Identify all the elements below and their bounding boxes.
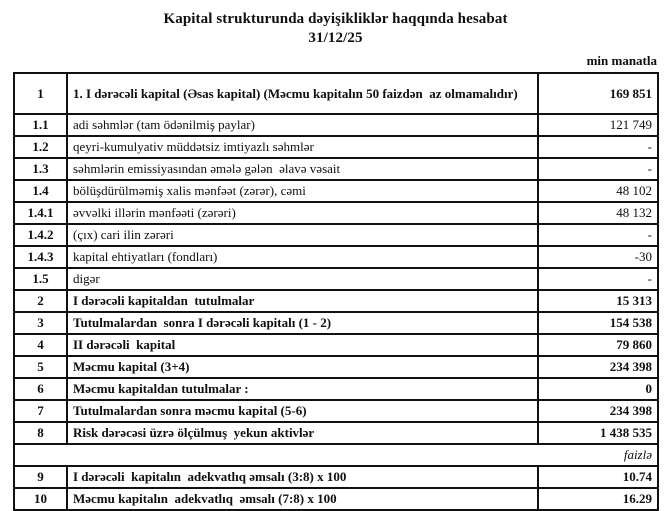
row-number-cell: 1.5 bbox=[14, 268, 67, 290]
row-number-cell: 1.4.1 bbox=[14, 202, 67, 224]
row-number-cell: 4 bbox=[14, 334, 67, 356]
row-number-cell: 1.3 bbox=[14, 158, 67, 180]
table-row bbox=[14, 488, 658, 510]
row-description-cell: Məcmu kapital (3+4) bbox=[67, 356, 538, 378]
report-title: Kapital strukturunda dəyişikliklər haqqında hesabat bbox=[163, 11, 508, 27]
row-description-cell: II dərəcəli kapital bbox=[67, 334, 538, 356]
row-value-cell: 1 438 535 bbox=[538, 422, 658, 444]
row-value-cell: - bbox=[538, 136, 658, 158]
row-number-cell: 6 bbox=[14, 378, 67, 400]
row-number-cell: 3 bbox=[14, 312, 67, 334]
row-value-cell: - bbox=[538, 158, 658, 180]
row-value-cell: -30 bbox=[538, 246, 658, 268]
row-number-cell: 1.4.3 bbox=[14, 246, 67, 268]
row-description-cell: qeyri-kumulyativ müddətsiz imtiyazlı səhmlər bbox=[67, 136, 538, 158]
percent-unit-row bbox=[14, 444, 658, 466]
row-description-cell: Tutulmalardan sonra məcmu kapital (5-6) bbox=[67, 400, 538, 422]
row-number-cell: 1.4.2 bbox=[14, 224, 67, 246]
row-description-cell: adi səhmlər (tam ödənilmiş paylar) bbox=[67, 114, 538, 136]
row-value-cell: 234 398 bbox=[538, 356, 658, 378]
table-row bbox=[14, 334, 658, 356]
row-value-cell: 48 102 bbox=[538, 180, 658, 202]
row-description-cell: 1. I dərəcəli kapital (Əsas kapital) (Məcmu kapitalın 50 faizdən az olmamalıdır) bbox=[67, 73, 538, 114]
row-value-cell: 79 860 bbox=[538, 334, 658, 356]
row-description-cell: Tutulmalardan sonra I dərəcəli kapitalı (1 - 2) bbox=[67, 312, 538, 334]
report-date: 31/12/25 bbox=[308, 30, 363, 46]
row-value-cell: - bbox=[538, 268, 658, 290]
table-row bbox=[14, 224, 658, 246]
row-number-cell: 9 bbox=[14, 466, 67, 488]
row-value-cell: 121 749 bbox=[538, 114, 658, 136]
row-number-cell: 1.4 bbox=[14, 180, 67, 202]
row-number-cell: 2 bbox=[14, 290, 67, 312]
table-row bbox=[14, 73, 658, 114]
row-number-cell: 1.1 bbox=[14, 114, 67, 136]
row-number-cell: 8 bbox=[14, 422, 67, 444]
row-value-cell: 169 851 bbox=[538, 73, 658, 114]
row-description-cell: Risk dərəcəsi üzrə ölçülmuş yekun aktivlər bbox=[67, 422, 538, 444]
row-number-cell: 1 bbox=[14, 73, 67, 114]
row-description-cell: əvvəlki illərin mənfəəti (zərəri) bbox=[67, 202, 538, 224]
row-number-cell: 1.2 bbox=[14, 136, 67, 158]
row-value-cell: 0 bbox=[538, 378, 658, 400]
table-row bbox=[14, 158, 658, 180]
capital-structure-table bbox=[13, 72, 659, 511]
table-row bbox=[14, 136, 658, 158]
row-value-cell: - bbox=[538, 224, 658, 246]
table-row bbox=[14, 356, 658, 378]
table-row bbox=[14, 246, 658, 268]
table-row bbox=[14, 180, 658, 202]
report-header bbox=[0, 0, 671, 48]
table-row bbox=[14, 268, 658, 290]
row-description-cell: I dərəcəli kapitaldan tutulmalar bbox=[67, 290, 538, 312]
row-value-cell: 15 313 bbox=[538, 290, 658, 312]
table-row bbox=[14, 422, 658, 444]
table-row bbox=[14, 466, 658, 488]
row-description-cell: Məcmu kapitaldan tutulmalar : bbox=[67, 378, 538, 400]
row-description-cell: digər bbox=[67, 268, 538, 290]
unit-label: min manatla bbox=[586, 53, 657, 68]
row-description-cell: səhmlərin emissiyasından əmələ gələn əlavə vəsait bbox=[67, 158, 538, 180]
row-value-cell: 234 398 bbox=[538, 400, 658, 422]
table-row bbox=[14, 202, 658, 224]
row-description-cell: kapital ehtiyatları (fondları) bbox=[67, 246, 538, 268]
row-number-cell: 5 bbox=[14, 356, 67, 378]
table-row bbox=[14, 312, 658, 334]
row-value-cell: 154 538 bbox=[538, 312, 658, 334]
row-description-cell: Məcmu kapitalın adekvatlıq əmsalı (7:8) x 100 bbox=[67, 488, 538, 510]
table-row bbox=[14, 378, 658, 400]
row-number-cell: 7 bbox=[14, 400, 67, 422]
table-row bbox=[14, 290, 658, 312]
row-description-cell: bölüşdürülməmiş xalis mənfəət (zərər), cəmi bbox=[67, 180, 538, 202]
table-row bbox=[14, 400, 658, 422]
row-value-cell: 48 132 bbox=[538, 202, 658, 224]
row-description-cell: (çıx) cari ilin zərəri bbox=[67, 224, 538, 246]
percent-unit-label: faizlə bbox=[14, 444, 658, 466]
row-number-cell: 10 bbox=[14, 488, 67, 510]
table-row bbox=[14, 114, 658, 136]
row-description-cell: I dərəcəli kapitalın adekvatlıq əmsalı (3:8) x 100 bbox=[67, 466, 538, 488]
row-value-cell: 16.29 bbox=[538, 488, 658, 510]
row-value-cell: 10.74 bbox=[538, 466, 658, 488]
